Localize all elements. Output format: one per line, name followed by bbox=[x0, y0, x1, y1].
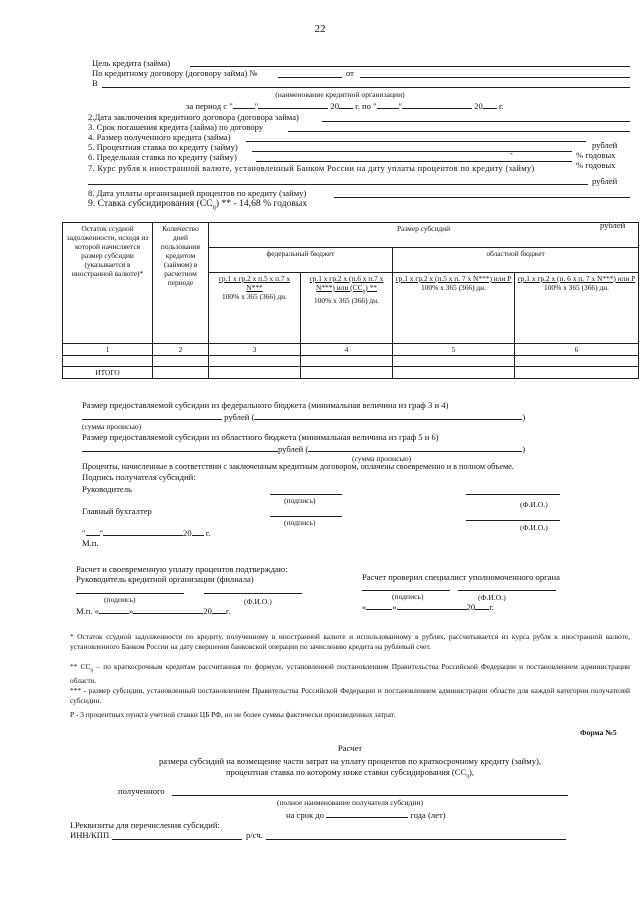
bank-fio-line[interactable] bbox=[204, 593, 302, 594]
accountant-fio-line[interactable] bbox=[466, 520, 560, 521]
table-cell[interactable] bbox=[209, 367, 301, 379]
col2-header: Количество дней пользования кредитом (займом) в расчетном периоде bbox=[153, 223, 209, 344]
col-number: 1 bbox=[63, 344, 153, 356]
table-cell[interactable] bbox=[515, 367, 639, 379]
form-5-subtitle-2: процентная ставка по которому ниже ставки субсидирования $(СС_{ij})$, bbox=[225, 767, 475, 780]
item-8-line[interactable] bbox=[334, 197, 630, 198]
contract-label: По кредитному договору (договору займа) № bbox=[92, 68, 258, 78]
accountant-fio-caption: (Ф.И.О.) bbox=[520, 523, 548, 532]
amount-in-words-caption-2: (сумма прописью) bbox=[352, 454, 412, 463]
item-4: 4. Размер полученного кредита (займа) bbox=[88, 132, 231, 142]
table-cell[interactable] bbox=[301, 367, 393, 379]
table-cell[interactable] bbox=[301, 356, 393, 367]
footnote-4: Р - 3 процентных пункта учетной ставки ЦБ РФ, но не более суммы фактически произведенных затрат. bbox=[70, 710, 396, 719]
footnote-1: * Остаток ссудной задолженности по кредиту, полученному в иностранной валюте и использованному в рублях, рассчитывается из курса рубля к иностранной валюте, установленного Банком России на дату свершения банковской операции по зачислению кредита на рублевый счет. bbox=[70, 632, 630, 651]
item-9: 9. Ставка субсидирования $(СС_{ij})$ ** - 14,68 % годовых bbox=[88, 198, 308, 211]
amount-in-words-caption: (сумма прописью) bbox=[82, 422, 142, 431]
table-cell[interactable] bbox=[153, 367, 209, 379]
specialist-date: « » 20 г. bbox=[362, 602, 494, 612]
total-label: ИТОГО bbox=[63, 367, 153, 379]
form-5-label: Форма №5 bbox=[580, 728, 617, 737]
stamp-place-label: М.п. bbox=[82, 538, 99, 548]
page-number: 22 bbox=[314, 23, 326, 35]
footnote-2: ** $СС_{ij}$ – по краткосрочным кредитам рассчитанная по формуле, установленной постановлением Правительства Российской Федерации и постановлением администрации области. bbox=[70, 662, 630, 686]
item-4-line[interactable] bbox=[246, 141, 586, 142]
item-8: 8. Дата уплаты организацией процентов по кредиту (займу) bbox=[88, 188, 307, 198]
regional-subsidy-line: Размер предоставляемой субсидии из областного бюджета (минимальная величина из граф 5 и 6) bbox=[82, 432, 439, 442]
item-2: 2.Дата заключения кредитного договора (договора займа) bbox=[88, 112, 299, 122]
head-fio-caption: (Ф.И.О.) bbox=[520, 500, 548, 509]
col1-header: Остаток ссудной задолженности, исходя из которой начисляется размер субсидии (указывается в иностранной валюте)* bbox=[63, 223, 153, 344]
contract-number-line[interactable] bbox=[278, 77, 342, 78]
bank-sign-line[interactable] bbox=[76, 593, 184, 594]
col-number: 6 bbox=[515, 344, 639, 356]
recipient-name-line[interactable] bbox=[172, 795, 568, 796]
federal-amount-row: рублей ( ) bbox=[82, 412, 525, 422]
item-7: 7. Курс рубля к иностранной валюте, установленный Банком России на дату уплаты процентов по кредиту (займу) bbox=[88, 164, 535, 173]
bank-stamp-date: М.п. « » 20 г. bbox=[76, 606, 231, 616]
col-number: 3 bbox=[209, 344, 301, 356]
head-sign-caption: (подпись) bbox=[284, 496, 316, 505]
bank-confirm-text: Расчет и своевременную уплату процентов подтверждаю: bbox=[76, 564, 288, 574]
col6-formula: гр.1 х гр.2 х (п. 6 х п. 7 х N***) или Р 100% х 365 (366) дн. bbox=[515, 272, 639, 343]
head-signature-line[interactable] bbox=[270, 494, 342, 495]
requisites-label: I.Реквизиты для перечисления субсидий: bbox=[70, 820, 220, 830]
col-number: 5 bbox=[393, 344, 515, 356]
item-3-line[interactable] bbox=[288, 131, 630, 132]
in-label: В bbox=[92, 78, 98, 88]
received-label: полученного bbox=[118, 786, 165, 796]
table-cell[interactable] bbox=[63, 356, 153, 367]
inn-label: ИНН/КПП bbox=[70, 830, 110, 840]
item-6-line[interactable] bbox=[256, 161, 572, 162]
regional-header: областной бюджет bbox=[393, 247, 639, 272]
term-row: на срок до года (лет) bbox=[286, 810, 446, 820]
bank-fio-caption: (Ф.И.О.) bbox=[244, 597, 272, 606]
item-3: 3. Срок погашения кредита (займа) по договору bbox=[88, 122, 264, 132]
col5-formula: гр.1 х гр.2 х (п.5 х п. 7 х N***) или Р 100% х 365 (366) дн. bbox=[393, 272, 515, 343]
table-cell[interactable] bbox=[393, 356, 515, 367]
item-6-unit: % годовых bbox=[576, 160, 616, 170]
recipient-sign-label: Подпись получателя субсидий: bbox=[82, 472, 196, 482]
interest-paid-statement: Проценты, начисленные в соответствии с заключенным кредитным договором, оплачены своевременно и в полном объеме. bbox=[82, 462, 514, 471]
col4-formula: гр.1 х гр.2 х (п.6 х п.7 х N***) или $(СС_{ij})$ ** 100% х 365 (366) дн. bbox=[301, 272, 393, 343]
specialist-fio-line[interactable] bbox=[458, 590, 556, 591]
regional-amount-row: рублей ( ) bbox=[82, 444, 525, 454]
item-7-unit: рублей bbox=[592, 176, 618, 186]
item-6: 6. Предельная ставка по кредиту (займу) bbox=[88, 152, 237, 162]
subsidy-table bbox=[62, 222, 639, 379]
bank-head-label: Руководитель кредитной организации (филиала) bbox=[76, 574, 254, 584]
table-cell[interactable] bbox=[393, 367, 515, 379]
subsidy-header: Размер субсидий bbox=[209, 223, 639, 248]
item-7-line[interactable] bbox=[88, 184, 588, 185]
table-unit: рублей bbox=[600, 220, 626, 230]
table-cell[interactable] bbox=[209, 356, 301, 367]
chief-accountant-label: Главный бухгалтер bbox=[82, 506, 152, 516]
recipient-name-caption: (полное наименование получателя субсидии) bbox=[276, 798, 424, 807]
bank-name-line[interactable] bbox=[102, 87, 630, 88]
federal-subsidy-line: Размер предоставляемой субсидии из федерального бюджета (минимальная величина из граф 3 и 4) bbox=[82, 400, 449, 410]
contract-from-label: от bbox=[346, 68, 354, 78]
col-number: 4 bbox=[301, 344, 393, 356]
account-line[interactable] bbox=[266, 839, 566, 840]
head-label: Руководитель bbox=[82, 484, 132, 494]
specialist-check-label: Расчет проверил специалист уполномоченного органа bbox=[362, 572, 560, 582]
item-5-unit: % годовых bbox=[576, 150, 616, 160]
item-2-line[interactable] bbox=[322, 121, 630, 122]
table-cell[interactable] bbox=[153, 356, 209, 367]
col3-formula: гр.1 х гр.2 х п.5 х п.7 х N*** 100% х 365 (366) дн. bbox=[209, 272, 301, 343]
accountant-signature-line[interactable] bbox=[270, 516, 342, 517]
inn-kpp-line[interactable] bbox=[112, 839, 242, 840]
contract-date-line[interactable] bbox=[360, 77, 630, 78]
account-label: р/сч. bbox=[246, 830, 263, 840]
item-5-dash: - bbox=[510, 148, 513, 158]
bank-sign-caption: (подпись) bbox=[104, 595, 136, 604]
col-number: 2 bbox=[153, 344, 209, 356]
item-5: 5. Процентная ставка по кредиту (займу) bbox=[88, 142, 238, 152]
credit-purpose-line[interactable] bbox=[190, 66, 630, 67]
bank-name-caption: (наименование кредитной организации) bbox=[275, 90, 405, 99]
specialist-sign-caption: (подпись) bbox=[392, 592, 424, 601]
footnote-3: *** - размер субсидии, установленный постановлением Правительства Российской Федерации и постановлением администрации области для каждой категории получателей субсидии. bbox=[70, 686, 630, 705]
specialist-fio-caption: (Ф.И.О.) bbox=[478, 593, 506, 602]
form-5-subtitle-1: размера субсидий на возмещение части затрат на уплату процентов по краткосрочному кредиту (займу), bbox=[158, 756, 541, 766]
federal-header: федеральный бюджет bbox=[209, 247, 393, 272]
item-4-unit: рублей bbox=[592, 140, 618, 150]
specialist-sign-line[interactable] bbox=[362, 590, 450, 591]
period-line: за период с " " 20 г. по " " 20 г. bbox=[186, 101, 504, 111]
accountant-sign-caption: (подпись) bbox=[284, 518, 316, 527]
signature-date: " " 20 г. bbox=[82, 528, 211, 538]
credit-purpose-label: Цель кредита (займа) bbox=[92, 58, 171, 68]
head-fio-line[interactable] bbox=[466, 494, 560, 495]
form-5-title: Расчет bbox=[337, 743, 363, 753]
table-cell[interactable] bbox=[515, 356, 639, 367]
item-5-line[interactable] bbox=[252, 151, 572, 152]
